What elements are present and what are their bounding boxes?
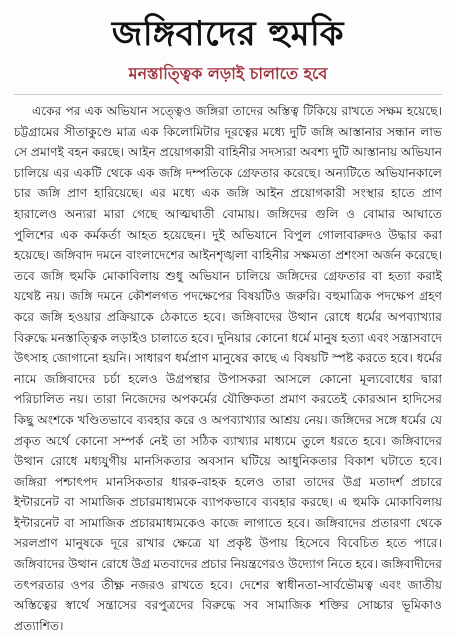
divider bbox=[14, 94, 442, 95]
article-subheadline: মনস্তাত্ত্বিক লড়াই চালাতে হবে bbox=[128, 64, 328, 83]
article-headline: জঙ্গিবাদের হুমকি bbox=[111, 14, 345, 54]
article-body: একের পর এক অভিযান সত্ত্বেও জঙ্গিরা তাদের অস্তিত্ব টিকিয়ে রাখতে সক্ষম হয়েছে। চট্টগ্রামের সীতাকুণ্ডে মাত্র এক কিলোমিটার দূরত্বের মধ্যে দুটি জঙ্গি আস্তানার সন্ধান লাভ সে প্রমাণই বহন করছে। আইন প্রয়োগকারী বাহিনীর সদস্যরা অবশ্য দুটি আস্তানায় অভিযান চালিয়ে এর একটি থেকে এক জঙ্গি দম্পতিকে গ্রেফতার করেছে। অন্যটিতে অভিযানকালে চার জঙ্গি প্রাণ হারিয়েছে। এর মধ্যে এক জঙ্গি আইন প্রয়োগকারী সংস্থার হাতে প্রাণ হারালেও অন্যরা মারা গেছে আত্মঘাতী বোমায়। জঙ্গিদের গুলি ও বোমার আঘাতে পুলিশের এক কর্মকর্তা আহত হয়েছেন। দুই অভিযানে বিপুল গোলাবারুদও উদ্ধার করা হয়েছে। জঙ্গিবাদ দমনে বাংলাদেশের আইনশৃঙ্খলা বাহিনীর সক্ষমতা প্রশংসা অর্জন করেছে। তবে জঙ্গি হুমকি মোকাবিলায় শুধু অভিযান চালিয়ে জঙ্গিদের গ্রেফতার বা হত্যা করাই যথেষ্ট নয়। জঙ্গি দমনে কৌশলগত পদক্ষেপের বিষয়টিও জরুরি। বহুমাত্রিক পদক্ষেপ গ্রহণ করে জঙ্গি হওয়ার প্রক্রিয়াকে ঠেকাতে হবে। জঙ্গিবাদের উত্থান রোধে ধর্মের অপব্যাখ্যার বিরুদ্ধে মনস্তাত্ত্বিক লড়াইও চালাতে হবে। দুনিয়ার কোনো ধর্মে মানুষ হত্যা এবং সন্ত্রাসবাদে উৎসাহ জোগানো হয়নি। সাধারণ ধর্মপ্রাণ মানুষের কাছে এ বিষয়টি স্পষ্ট করতে হবে। ধর্মের নামে জঙ্গিবাদের চর্চা হলেও উগ্রপন্থার উপাসকরা আসলে কোনো মূল্যবোধের দ্বারা পরিচালিত নয়। তারা নিজেদের অপকর্মের যৌক্তিকতা প্রমাণ করতেই কোরআন হাদিসের কিছু অংশকে খণ্ডিতভাবে ব্যবহার করে ও অপব্যাখ্যার আশ্রয় নেয়। জঙ্গিদের সঙ্গে ধর্মের যে প্রকৃত অর্থে কোনো সম্পর্ক নেই তা সঠিক ব্যাখ্যার মাধ্যমে তুলে ধরতে হবে। জঙ্গিবাদের উত্থান রোধে মধ্যযুগীয় মানসিকতার অবসান ঘটিয়ে আধুনিকতার বিকাশ ঘটাতে হবে। জঙ্গিরা পশ্চাৎপদ মানসিকতার ধারক-বাহক হলেও তারা তাদের উগ্র মতাদর্শ প্রচারে ইন্টারনেট বা সামাজিক প্রচারমাধ্যমকে ব্যাপকভাবে ব্যবহার করছে। এ হুমকি মোকাবিলায় ইন্টারনেট বা সামাজিক প্রচারমাধ্যমকেও কাজে লাগাতে হবে। জঙ্গিবাদের প্রতারণা থেকে সরলপ্রাণ মানুষকে দূরে রাখার ক্ষেত্রে যা প্রকৃষ্ট উপায় হিসেবে বিবেচিত হতে পারে। জঙ্গিবাদের উত্থান রোধে উগ্র মতবাদের প্রচার নিয়ন্ত্রণেরও উদ্যোগ নিতে হবে। জঙ্গিবাদীদের তৎপরতার ওপর তীক্ষ্ণ নজরও রাখতে হবে। দেশের স্বাধীনতা-সার্বভৌমত্ব এবং জাতীয় অস্তিত্বের স্বার্থে সন্ত্রাসের বরপুত্রদের বিরুদ্ধে সব সামাজিক শক্তির সোচ্চার ভূমিকাও প্রত্যাশিত। bbox=[14, 104, 442, 633]
